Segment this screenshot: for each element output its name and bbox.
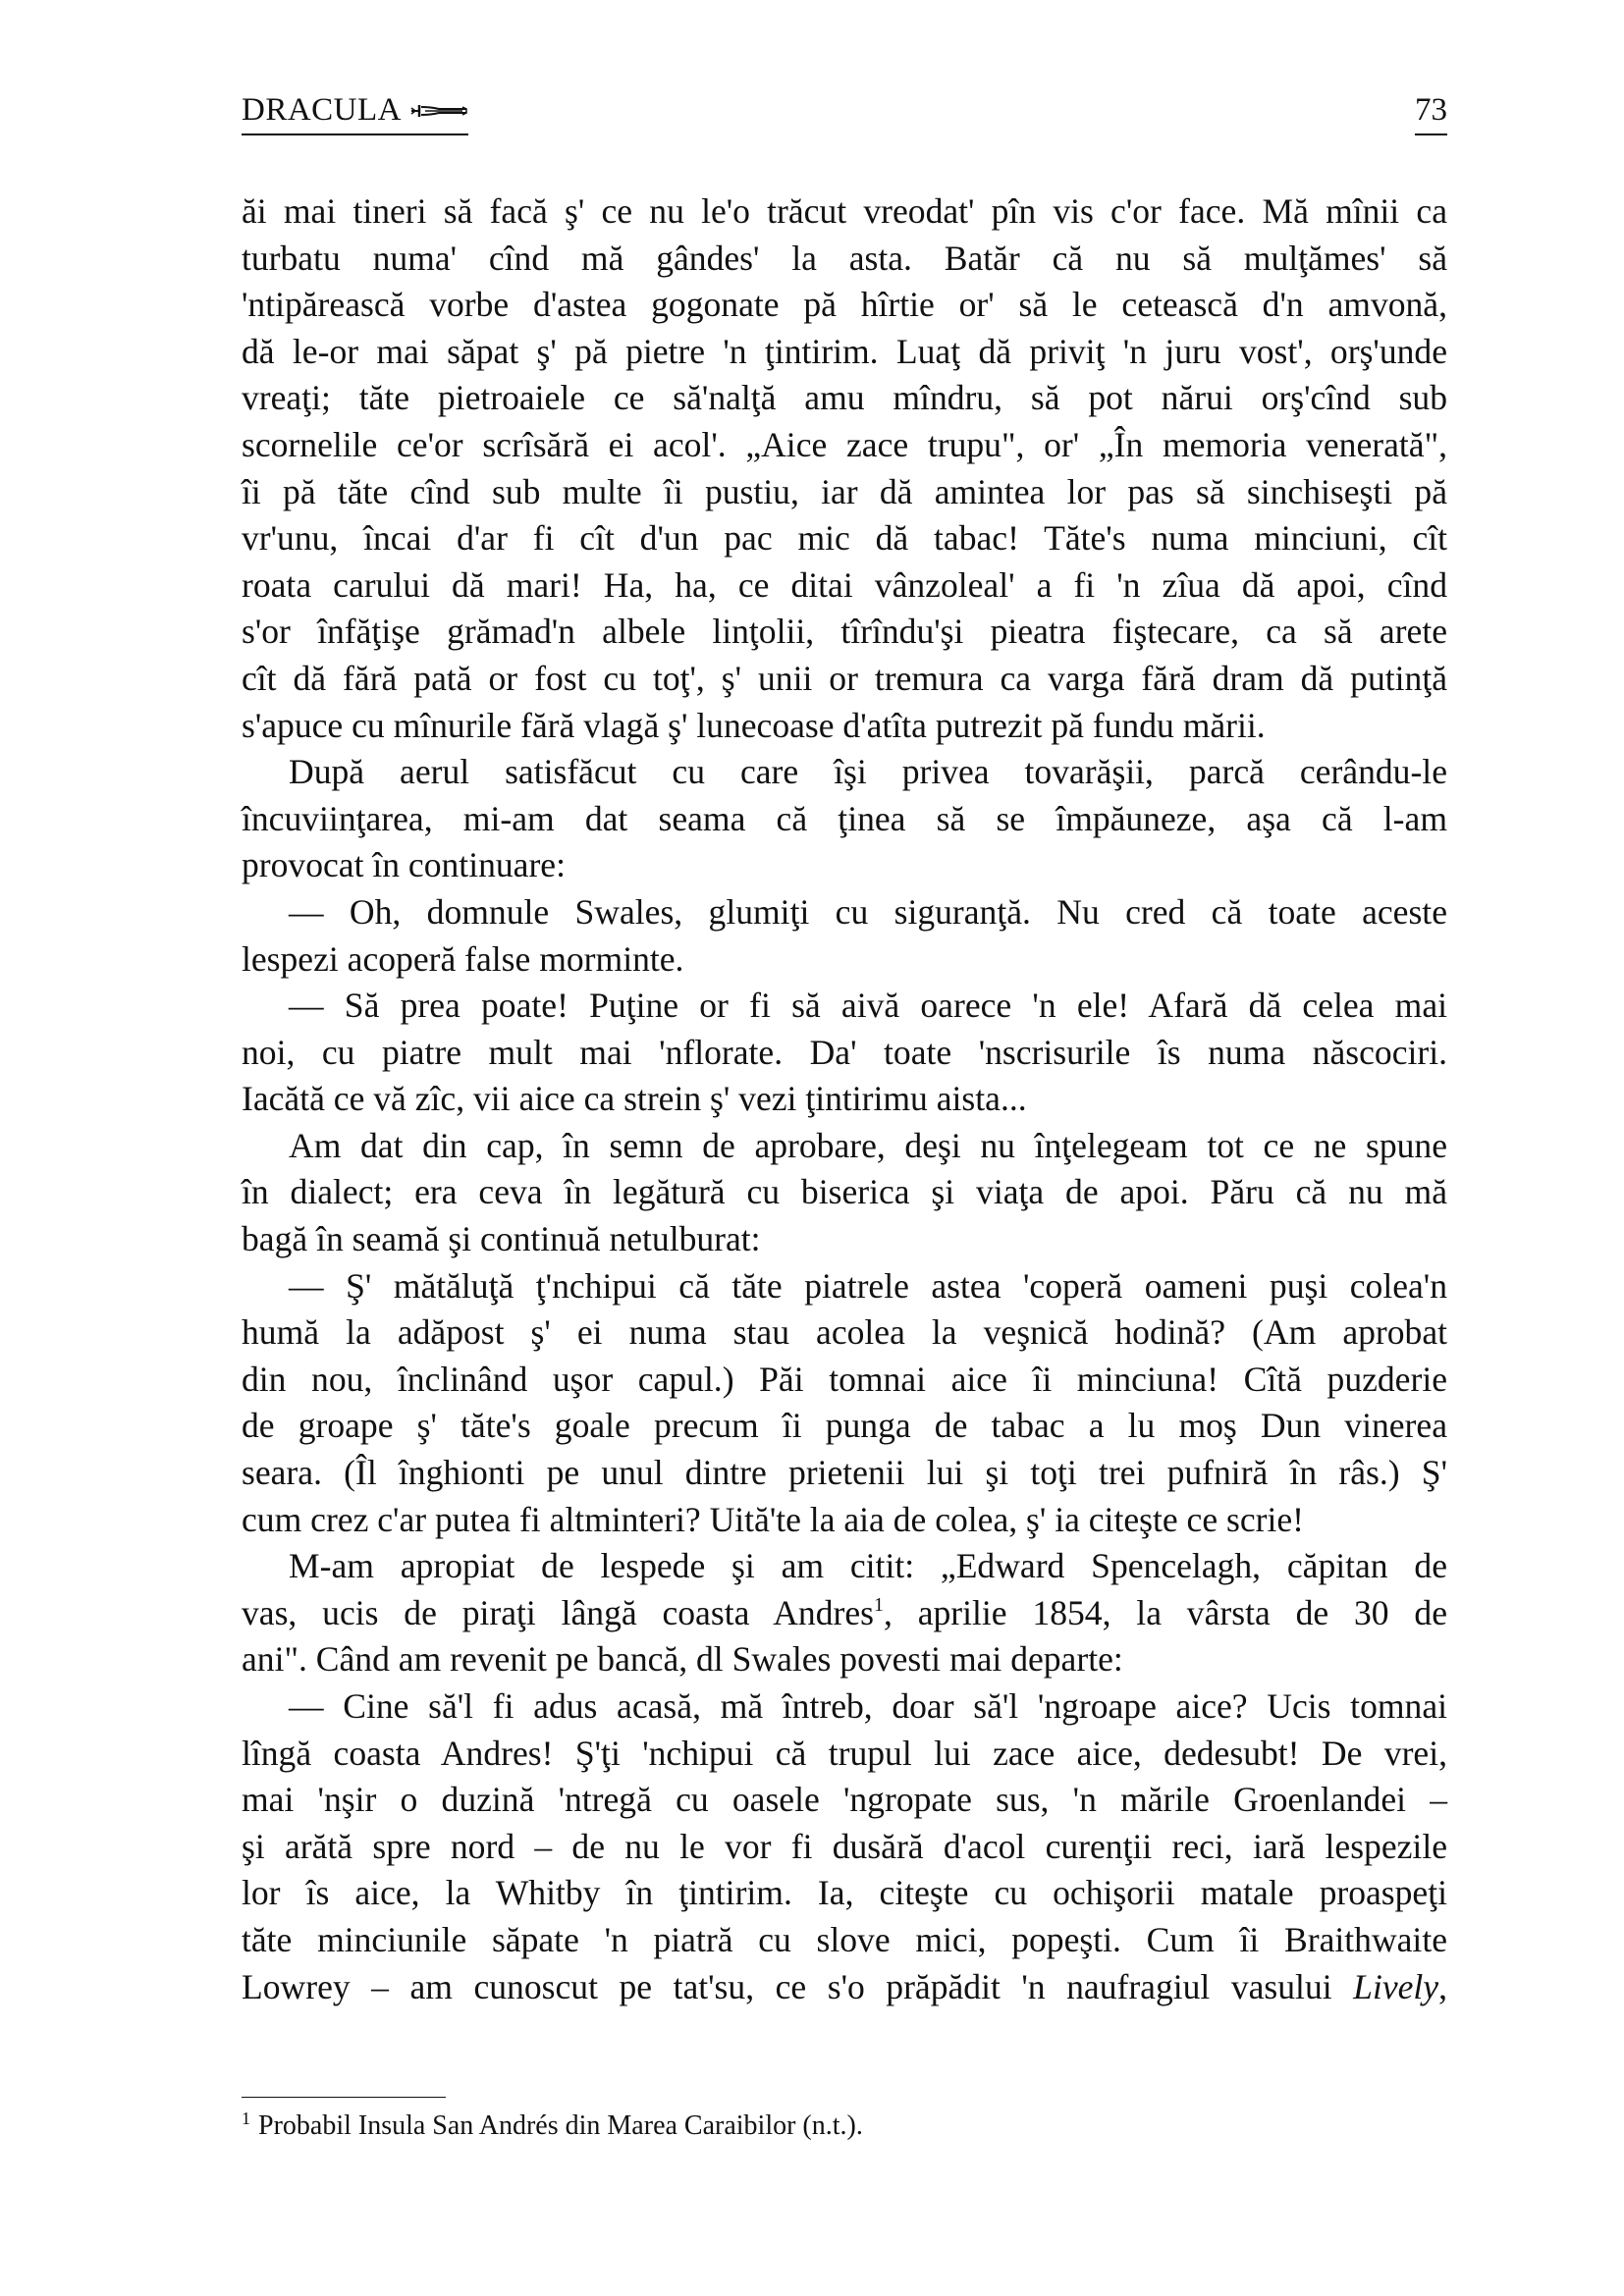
text-line: şi arătă spre nord – de nu le vor fi dusără d'acol curenţii reci, iară lespezile — [242, 1826, 1447, 1866]
text-line: tăte minciunile săpate 'n piatră cu slove mici, popeşti. Cum îi Braithwaite — [242, 1919, 1447, 1959]
ship-name: Lively — [1353, 1966, 1439, 2006]
text-line: noi, cu piatre mult mai 'nflorate. Da' toate 'nscrisurile îs numa născociri. — [242, 1032, 1447, 1072]
text-line: 'ntipărească vorbe d'astea gogonate pă hîrtie or' să le cetească d'n amvonă, — [242, 285, 1447, 325]
body-text — [242, 188, 1447, 2010]
text-line: scornelile ce'or scrîsără ei acol'. „Aice zace trupu", or' „În memoria venerată", — [242, 424, 1447, 464]
paragraph — [242, 749, 1447, 889]
text-line: lor îs aice, la Whitby în ţintirim. Ia, citeşte cu ochişorii matale proaspeţi — [242, 1873, 1447, 1913]
book-title: DRACULA — [242, 92, 403, 128]
text-line: — Ş' mătăluţă ţ'nchipui că tăte piatrele astea 'coperă oameni puşi colea'n — [289, 1265, 1447, 1306]
text-line: M-am apropiat de lespede şi am citit: „Edward Spencelagh, căpitan de — [289, 1546, 1447, 1586]
dialogue-paragraph — [242, 983, 1447, 1123]
text-line: — Oh, domnule Swales, glumiţi cu siguranţă. Nu cred că toate aceste — [289, 891, 1447, 932]
dialogue-paragraph — [242, 1263, 1447, 1544]
paragraph — [242, 188, 1447, 749]
text-line-with-footnote — [242, 1590, 1447, 1637]
text-line: din nou, înclinând uşor capul.) Păi tomnai aice îi minciuna! Cîtă puzderie — [242, 1359, 1447, 1399]
text-line: turbatu numa' cînd mă gândes' la asta. Batăr că nu să mulţămes' să — [242, 238, 1447, 278]
text-line: cît dă fără pată or fost cu toţ', ş' unii or tremura ca varga fără dram dă putinţă — [242, 658, 1447, 698]
text-line: cum crez c'ar putea fi altminteri? Uită'te la aia de colea, ş' ia citeşte ce scrie! — [242, 1499, 1305, 1539]
text-line: îi pă tăte cînd sub multe îi pustiu, iar dă amintea lor pas să sinchiseşti pă — [242, 471, 1447, 511]
text-line: lespezi acoperă false morminte. — [242, 938, 684, 979]
text-line: lîngă coasta Andres! Ş'ţi 'nchipui că trupul lui zace aice, dedesubt! De vrei, — [242, 1733, 1447, 1773]
text-line: Am dat din cap, în semn de aprobare, deşi nu înţelegeam tot ce ne spune — [289, 1125, 1447, 1165]
text-line: mai 'nşir o duzină 'ntregă cu oasele 'ngropate sus, 'n mările Groenlandei – — [242, 1780, 1447, 1820]
text-line: dă le-or mai săpat ş' pă pietre 'n ţintirim. Luaţ dă priviţ 'n juru vost', orş'unde — [242, 331, 1447, 371]
text-fragment: vas, ucis de piraţi lângă coasta Andres — [242, 1592, 874, 1632]
text-line: încuviinţarea, mi-am dat seama că ţinea să se împăuneze, aşa că l-am — [242, 798, 1447, 838]
text-line — [242, 1964, 1447, 2011]
text-line: provocat în continuare: — [242, 845, 566, 885]
text-line: în dialect; era ceva în legătură cu biserica şi viaţa de apoi. Păru că nu mă — [242, 1172, 1447, 1212]
page-number: 73 — [1415, 92, 1447, 128]
paragraph — [242, 1543, 1447, 1683]
dialogue-paragraph — [242, 889, 1447, 983]
text-line: s'or înfăţişe grămad'n albele linţolii, tîrîndu'şi pieatra fiştecare, ca să arete — [242, 612, 1447, 652]
footnote — [242, 2109, 863, 2144]
text-line: de groape ş' tăte's goale precum îi punga de tabac a lu moş Dun vinerea — [242, 1406, 1447, 1446]
text-fragment: , — [1438, 1966, 1447, 2006]
running-header-right — [1415, 90, 1447, 135]
text-line: seara. (Îl înghionti pe unul dintre prietenii lui şi toţi trei pufniră în râs.) Ş' — [242, 1453, 1447, 1493]
text-line: s'apuce cu mînurile fără vlagă ş' lunecoase d'atîta putrezit pă fundu mării. — [242, 705, 1266, 745]
text-line: roata carului dă mari! Ha, ha, ce ditai vânzoleal' a fi 'n zîua dă apoi, cînd — [242, 564, 1447, 605]
text-line: bagă în seamă şi continuă netulburat: — [242, 1219, 761, 1259]
text-line: ăi mai tineri să facă ş' ce nu le'o trăcut vreodat' pîn vis c'or face. Mă mînii ca — [242, 191, 1447, 231]
dialogue-paragraph — [242, 1683, 1447, 2010]
running-header — [242, 90, 1447, 139]
footnote-divider — [242, 2097, 446, 2098]
footnote-text: Probabil Insula San Andrés din Marea Caraibilor (n.t.). — [258, 2110, 863, 2141]
running-header-left — [242, 90, 468, 135]
text-line: humă la adăpost ş' ei numa stau acolea la veşnică hodină? (Am aprobat — [242, 1312, 1447, 1353]
paragraph — [242, 1123, 1447, 1263]
dagger-ornament-icon — [409, 102, 468, 120]
text-line: — Să prea poate! Puţine or fi să aivă oarece 'n ele! Afară dă celea mai — [289, 986, 1447, 1026]
text-line: Iacătă ce vă zîc, vii aice ca strein ş' vezi ţintirimu aista... — [242, 1079, 1027, 1119]
text-fragment: , aprilie 1854, la vârsta de 30 de — [884, 1592, 1447, 1632]
text-fragment: Lowrey – am cunoscut pe tat'su, ce s'o prăpădit 'n naufragiul vasului — [242, 1966, 1354, 2006]
footnote-number: 1 — [242, 2109, 250, 2128]
text-line: După aerul satisfăcut cu care îşi privea tovarăşii, parcă cerându-le — [289, 752, 1447, 792]
text-line: vr'unu, încai d'ar fi cît d'un pac mic dă tabac! Tăte's numa minciuni, cît — [242, 518, 1447, 559]
text-line: vreaţi; tăte pietroaiele ce să'nalţă amu mîndru, să pot nărui orş'cînd sub — [242, 378, 1447, 418]
footnote-reference[interactable]: 1 — [874, 1593, 884, 1616]
text-line: ani". Când am revenit pe bancă, dl Swales povesti mai departe: — [242, 1639, 1123, 1680]
text-line: — Cine să'l fi adus acasă, mă întreb, doar să'l 'ngroape aice? Ucis tomnai — [289, 1686, 1447, 1726]
